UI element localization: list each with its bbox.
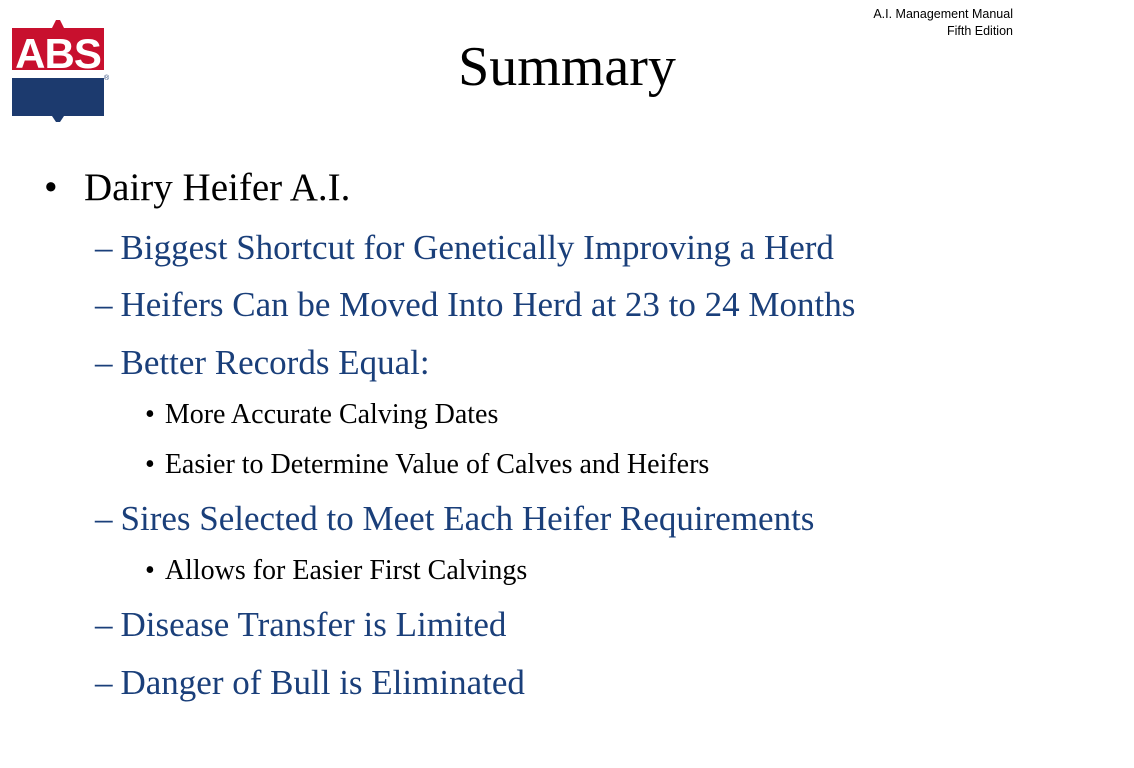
dash-marker: – bbox=[95, 499, 113, 538]
sub-item-disease-transfer bbox=[95, 604, 506, 646]
sub-sub-item-first-calvings bbox=[145, 554, 527, 588]
sub-sub-item-value-of-calves bbox=[145, 448, 709, 482]
header-line-edition: Fifth Edition bbox=[946, 24, 1013, 38]
dash-marker: – bbox=[95, 605, 113, 644]
sub-item-danger-of-bull bbox=[95, 662, 525, 704]
sub-item-better-records bbox=[95, 342, 430, 384]
sub-sub-item-calving-dates bbox=[145, 398, 498, 432]
bullet-marker: • bbox=[145, 449, 155, 480]
sub-item-text: Heifers Can be Moved Into Herd at 23 to 24 Months bbox=[120, 285, 856, 324]
sub-sub-item-text: More Accurate Calving Dates bbox=[164, 399, 499, 430]
sub-item-text: Sires Selected to Meet Each Heifer Requirements bbox=[120, 499, 815, 538]
bullet-marker: • bbox=[145, 399, 155, 430]
slide-title: Summary bbox=[458, 36, 676, 98]
bullet-item-dairy-heifer bbox=[44, 165, 351, 211]
sub-item-text: Biggest Shortcut for Genetically Improving a Herd bbox=[120, 228, 834, 267]
bullet-marker: • bbox=[44, 166, 58, 209]
header-line-manual: A.I. Management Manual bbox=[873, 7, 1013, 21]
sub-item-text: Better Records Equal: bbox=[120, 343, 430, 382]
dash-marker: – bbox=[95, 228, 113, 267]
sub-item-shortcut bbox=[95, 227, 834, 269]
sub-sub-item-text: Allows for Easier First Calvings bbox=[164, 555, 528, 586]
dash-marker: – bbox=[95, 285, 113, 324]
dash-marker: – bbox=[95, 343, 113, 382]
sub-item-text: Disease Transfer is Limited bbox=[120, 605, 507, 644]
sub-item-text: Danger of Bull is Eliminated bbox=[120, 663, 525, 702]
dash-marker: – bbox=[95, 663, 113, 702]
svg-text:®: ® bbox=[104, 75, 110, 82]
svg-text:ABS: ABS bbox=[15, 30, 101, 77]
sub-sub-item-text: Easier to Determine Value of Calves and Heifers bbox=[164, 449, 710, 480]
bullet-marker: • bbox=[145, 555, 155, 586]
bullet-text: Dairy Heifer A.I. bbox=[84, 166, 351, 209]
sub-item-heifers-moved bbox=[95, 284, 855, 326]
sub-item-sires-selected bbox=[95, 498, 814, 540]
